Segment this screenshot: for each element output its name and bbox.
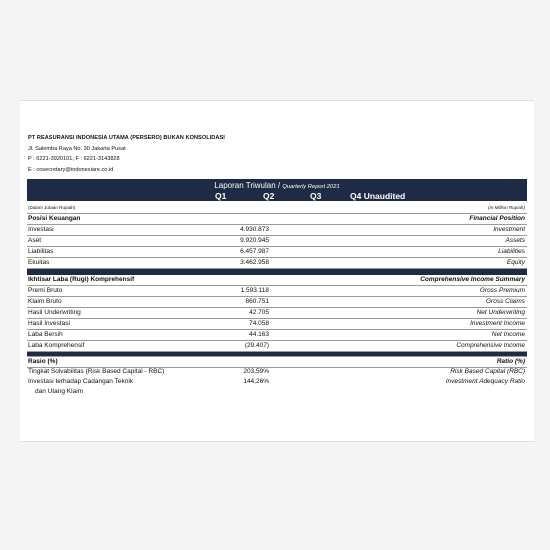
row-value-q1: 1.593.118 [240, 287, 269, 294]
row-label: Investasi terhadap Cadangan Teknik [28, 378, 134, 385]
row-value-q1: 144,26% [243, 378, 269, 385]
row-value-q1: 9.920.945 [240, 237, 269, 244]
row-value-q1: (29.407) [244, 342, 269, 349]
row-label: Investasi [28, 226, 54, 233]
table-row [27, 286, 527, 297]
report-header-band [27, 179, 527, 201]
section-header-income [27, 275, 527, 286]
table-row [27, 367, 527, 377]
row-label: Laba Komprehensif [28, 342, 85, 349]
row-label: Ekuitas [28, 259, 50, 266]
report-title-main: Laporan Triwulan / [214, 181, 283, 190]
row-label: Premi Bruto [28, 287, 63, 294]
row-value-q1: 3.462.958 [240, 259, 269, 266]
unit-label: (Dalam Jutaan Rupiah) [28, 205, 76, 210]
table-row [27, 236, 527, 247]
section-title-en: Ratio (%) [496, 358, 525, 365]
section-title-en: Financial Position [469, 215, 525, 222]
column-q4: Q4 Unaudited [350, 191, 406, 201]
row-label: Aset [28, 237, 42, 244]
row-label-en: Investment [493, 226, 525, 233]
company-phone: P : 6221-3920101, F : 6221-3143828 [28, 156, 120, 162]
column-q3: Q3 [310, 191, 322, 201]
row-value-q1: 6.457.987 [240, 248, 269, 255]
unit-label-en: (In Million Rupiah) [487, 205, 525, 210]
row-label-continuation: dan Utang Klaim [35, 388, 84, 395]
row-label-en: Assets [505, 237, 525, 244]
report-title [27, 181, 527, 190]
company-address: Jl. Salemba Raya No. 30 Jakarta Pusat [28, 145, 126, 152]
table-row [27, 377, 527, 387]
row-label: Laba Bersih [28, 331, 63, 338]
row-value-q1: 74.058 [249, 320, 269, 327]
column-q1: Q1 [215, 191, 227, 201]
section-title: Posisi Keuangan [28, 215, 81, 222]
section-title: Rasio (%) [28, 358, 58, 365]
row-label-en: Comprehensive Income [456, 342, 525, 349]
table-row [27, 319, 527, 330]
row-label: Liabilitas [28, 248, 54, 255]
row-label-en: Gross Premium [479, 287, 525, 294]
row-label-en: Net Income [491, 331, 525, 338]
row-value-q1: 203,59% [243, 368, 269, 375]
row-label-en: Net Underwriting [476, 309, 525, 316]
row-label-en: Equity [506, 259, 525, 266]
section-title-en: Comprehensive Income Summary [420, 276, 525, 283]
row-label: Tingkat Solvabilitas (Risk Based Capital - RBC) [28, 368, 165, 375]
company-info [28, 133, 225, 175]
unit-row [27, 203, 527, 214]
row-label-en: Investment Adequacy Ratio [445, 378, 525, 385]
row-label: Hasil Underwriting [28, 309, 81, 316]
report-sheet [20, 100, 534, 442]
table-row [27, 247, 527, 258]
row-value-q1: 860.751 [245, 298, 269, 305]
table-row [27, 308, 527, 319]
table-row [27, 258, 527, 269]
table-row [27, 225, 527, 236]
table-row [27, 330, 527, 341]
section-title: Ikhtisar Laba (Rugi) Komprehensif [28, 276, 135, 283]
row-label-en: Liabilities [498, 248, 525, 255]
report-title-sub: Quarterly Report 2021 [282, 184, 340, 190]
company-email: E : cosecretary@indonesiare.co.id [28, 166, 114, 173]
row-value-q1: 42.705 [249, 309, 269, 316]
row-label: Klaim Bruto [28, 298, 62, 305]
row-value-q1: 44.163 [249, 331, 269, 338]
table-row [27, 297, 527, 308]
row-label: Hasil Investasi [28, 320, 70, 327]
row-label-en: Gross Claims [485, 298, 525, 305]
column-q2: Q2 [263, 191, 275, 201]
table-row [27, 341, 527, 352]
row-value-q1: 4.930.873 [240, 226, 269, 233]
row-label-en: Risk Based Capital (RBC) [450, 368, 525, 375]
row-label-en: Investment Income [470, 320, 525, 327]
section-header-financial-position [27, 214, 527, 225]
company-name: PT REASURANSI INDONESIA UTAMA (PERSERO) BUKAN KONSOLIDASI [28, 135, 225, 141]
table-row-continuation [27, 387, 527, 397]
